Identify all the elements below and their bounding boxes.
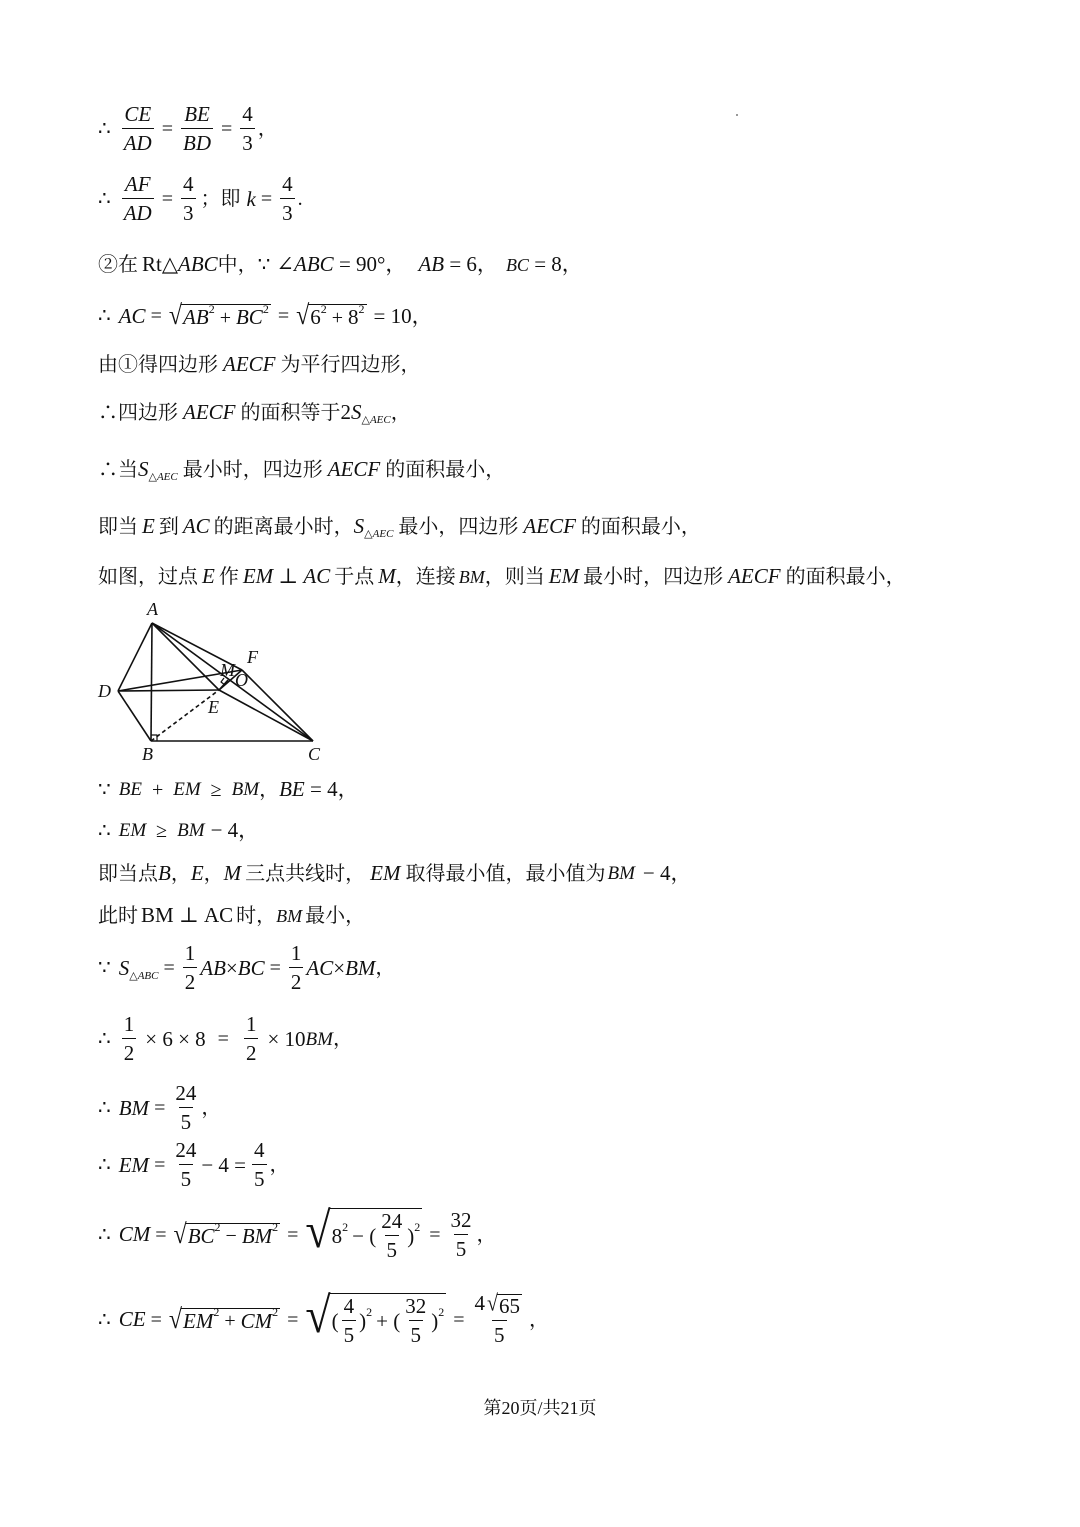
subscript: △ABC xyxy=(129,969,159,982)
equals: = xyxy=(163,957,175,979)
fraction xyxy=(122,174,154,224)
variable: M xyxy=(223,861,242,885)
text: − 4， xyxy=(210,818,260,842)
perpendicular-symbol: ⊥ xyxy=(173,903,204,927)
punctuation: ， xyxy=(259,778,280,801)
punctuation: ， xyxy=(201,1097,222,1119)
variable: BM xyxy=(141,903,174,927)
denominator: 2 xyxy=(289,967,304,993)
variable: BM xyxy=(345,955,376,980)
variable: S xyxy=(353,514,365,538)
text: 为平行四边形， xyxy=(280,353,421,376)
variable: AB xyxy=(418,252,445,276)
denominator: 5 xyxy=(492,1320,507,1346)
variable: EM xyxy=(242,564,274,588)
variable: BC xyxy=(237,955,265,980)
variable: ABC xyxy=(294,252,334,276)
variable: EM xyxy=(548,564,580,588)
denominator: 5 xyxy=(454,1234,469,1260)
coefficient: 4 xyxy=(474,1291,486,1315)
line-16 xyxy=(98,1083,221,1133)
line-1 xyxy=(98,104,278,154)
line-19 xyxy=(98,1287,550,1347)
variable: BM xyxy=(241,1223,273,1248)
equals: = xyxy=(269,957,281,979)
variable: AC xyxy=(306,955,334,980)
text: 中， xyxy=(217,253,258,276)
page-footer xyxy=(0,1394,1080,1420)
text: ) xyxy=(431,1308,439,1333)
variable: AECF xyxy=(183,400,236,424)
line-9 xyxy=(98,566,906,587)
numerator: CE xyxy=(124,102,152,126)
fraction xyxy=(289,943,304,993)
label-a: A xyxy=(147,599,158,619)
fraction xyxy=(403,1296,428,1346)
punctuation: ， xyxy=(476,1223,497,1246)
fraction xyxy=(379,1211,404,1261)
punctuation: ， xyxy=(375,957,396,979)
variable: BC xyxy=(505,254,529,275)
variable: BM xyxy=(118,1095,150,1120)
numerator: 32 xyxy=(405,1294,427,1318)
variable: EM xyxy=(183,1308,214,1333)
exponent: 2 xyxy=(414,1220,421,1234)
therefore-symbol: ∴ xyxy=(98,1154,111,1176)
variable: AB xyxy=(183,305,209,329)
label-e: E xyxy=(208,697,219,717)
line-2 xyxy=(98,174,303,224)
equals: = xyxy=(150,1308,162,1331)
text: ∴四边形 xyxy=(98,401,178,424)
text: × 10 xyxy=(267,1026,306,1051)
text: ；即 xyxy=(200,188,241,210)
square-root: √ ( $\frac{4}{5}$ ) 2 + ( $\frac{32}{5}$ ) 2 xyxy=(305,1287,445,1347)
text: = 10， xyxy=(373,303,433,328)
numerator: 32 xyxy=(450,1207,472,1232)
denominator: 2 xyxy=(244,1038,259,1064)
variable: CM xyxy=(118,1222,151,1246)
text: 的面积最小， xyxy=(785,565,906,588)
square-root: √ 6 2 + 8 2 xyxy=(296,301,365,331)
variable: AECF xyxy=(728,564,781,588)
because-symbol: ∵ xyxy=(98,957,111,979)
label-o: O xyxy=(235,670,248,690)
line-6 xyxy=(98,400,411,426)
variable: BM xyxy=(305,1028,333,1050)
number: 8 xyxy=(348,305,359,329)
times: × xyxy=(333,955,346,980)
variable: AC xyxy=(118,303,146,328)
line-14 xyxy=(98,943,395,993)
denominator: 3 xyxy=(240,128,255,154)
line-10 xyxy=(98,779,359,800)
page-number: 20 xyxy=(501,1398,520,1418)
numerator: 4 xyxy=(183,172,194,196)
equals: = xyxy=(154,1154,166,1176)
fraction xyxy=(122,1014,137,1064)
segment-em xyxy=(219,680,228,690)
variable: CM xyxy=(240,1308,273,1333)
variable: AC xyxy=(303,564,331,588)
text: 最小， xyxy=(305,904,366,927)
exponent: 2 xyxy=(213,1305,220,1319)
text: 三点共线时， xyxy=(245,862,366,885)
variable: BM xyxy=(231,779,260,800)
therefore-symbol: ∴ xyxy=(98,819,111,842)
text: = 4， xyxy=(304,777,359,801)
punctuation: ， xyxy=(529,1308,550,1331)
fraction xyxy=(122,104,154,154)
numerator: 4 xyxy=(242,102,253,126)
plus: + xyxy=(219,306,231,329)
text: = 6， xyxy=(444,252,498,276)
subscript: △AEC xyxy=(364,528,394,540)
square-root: √ 8 2 − ( $\frac{24}{5}$ ) 2 xyxy=(305,1202,421,1262)
variable: AECF xyxy=(223,352,276,376)
label-c: C xyxy=(308,744,321,764)
numerator: 1 xyxy=(123,1012,135,1036)
line-11 xyxy=(98,820,259,841)
numerator: 4 xyxy=(343,1294,355,1318)
exponent: 2 xyxy=(262,301,269,316)
text: 时， xyxy=(236,904,277,927)
fraction xyxy=(181,174,196,224)
segment-fc xyxy=(242,670,313,741)
number: 6 xyxy=(310,305,321,329)
text: ) xyxy=(359,1308,367,1333)
fraction xyxy=(173,1140,198,1190)
triangle-symbol: △ xyxy=(161,252,178,276)
square-root: √ EM 2 + CM 2 xyxy=(168,1304,279,1335)
equals: = xyxy=(217,1028,229,1050)
segment-de xyxy=(118,690,219,691)
numerator: 24 xyxy=(175,1138,197,1162)
therefore-symbol: ∴ xyxy=(98,1028,111,1050)
number: 2 xyxy=(340,400,351,424)
square-root: √ BC 2 − BM 2 xyxy=(173,1219,279,1250)
text: Rt xyxy=(142,252,162,276)
footer-text: 页 xyxy=(578,1398,597,1418)
equals: = xyxy=(161,188,174,210)
text: 的距离最小时， xyxy=(213,515,354,538)
variable: ABC xyxy=(178,252,218,276)
text: ∴当 xyxy=(98,458,138,481)
variable: AC xyxy=(203,903,234,927)
text: 最小时，四边形 xyxy=(182,458,323,481)
fraction xyxy=(183,943,198,993)
punctuation: ， xyxy=(390,401,411,424)
therefore-symbol: ∴ xyxy=(98,118,111,140)
footer-text: 页/共 xyxy=(519,1398,561,1418)
denominator: AD xyxy=(122,198,154,224)
variable: AECF xyxy=(327,457,381,481)
variable: M xyxy=(378,564,396,588)
punctuation: . xyxy=(297,188,303,210)
equals: = xyxy=(287,1223,299,1246)
variable: BM xyxy=(607,863,635,884)
text: 此时 xyxy=(98,904,138,927)
variable: AECF xyxy=(523,514,576,538)
perpendicular-symbol: ⊥ xyxy=(273,564,304,588)
text: = 90°， xyxy=(333,252,407,276)
fraction xyxy=(240,104,255,154)
variable: BM xyxy=(177,820,205,841)
therefore-symbol: ∴ xyxy=(98,305,111,327)
numerator: 1 xyxy=(184,941,196,965)
segment-ec xyxy=(219,690,313,741)
because-symbol: ∵ xyxy=(257,253,271,276)
denominator: 5 xyxy=(385,1235,400,1261)
segment-db xyxy=(118,691,151,741)
punctuation: ， xyxy=(332,1028,353,1050)
denominator: 5 xyxy=(409,1320,424,1346)
text: = 8， xyxy=(528,252,583,276)
fraction xyxy=(342,1296,357,1346)
variable: EM xyxy=(118,1152,150,1177)
line-5 xyxy=(98,354,421,375)
fraction xyxy=(280,174,295,224)
line-12 xyxy=(98,863,692,884)
denominator: 5 xyxy=(179,1107,194,1133)
therefore-symbol: ∴ xyxy=(98,188,111,210)
fraction xyxy=(181,104,213,154)
line-13 xyxy=(98,905,365,926)
segment-ab xyxy=(151,623,152,741)
numerator: AF xyxy=(124,172,151,196)
exponent: 2 xyxy=(438,1305,445,1319)
equals: = xyxy=(453,1308,465,1331)
exponent: 2 xyxy=(366,1305,373,1319)
denominator: 2 xyxy=(122,1038,137,1064)
label-m: M xyxy=(220,660,235,680)
minus: − xyxy=(225,1225,237,1247)
footer-text: 第 xyxy=(483,1398,502,1418)
denominator: 5 xyxy=(252,1164,267,1190)
label-f: F xyxy=(247,647,258,667)
exponent: 2 xyxy=(214,1220,221,1234)
plus: + xyxy=(151,778,164,801)
text: 即当点 xyxy=(98,862,158,885)
variable: CE xyxy=(118,1307,146,1331)
denominator: 5 xyxy=(179,1164,194,1190)
geometry-figure xyxy=(96,596,328,768)
text: − 4， xyxy=(642,861,692,885)
text: 最小时，四边形 xyxy=(583,565,724,588)
text: ( xyxy=(331,1308,339,1333)
fraction xyxy=(244,1014,259,1064)
variable: E xyxy=(190,861,204,885)
exponent: 2 xyxy=(272,1305,279,1319)
numerator: 1 xyxy=(245,1012,257,1036)
denominator: 5 xyxy=(342,1320,357,1346)
text: 的面积最小， xyxy=(580,515,701,538)
numerator: 1 xyxy=(290,941,302,965)
angle-symbol: ∠ xyxy=(276,252,295,276)
square-root: √ 65 xyxy=(487,1291,521,1318)
plus: + xyxy=(331,306,344,329)
variable: BC xyxy=(187,1223,215,1248)
text: 的面积最小， xyxy=(385,458,506,481)
text: 取得最小值，最小值为 xyxy=(405,862,606,885)
text: − 4 = xyxy=(201,1152,247,1177)
equals: = xyxy=(221,118,233,140)
geq: ≥ xyxy=(210,778,222,801)
text: ②在 xyxy=(98,253,138,276)
line-8 xyxy=(98,514,701,540)
variable: E xyxy=(142,514,155,538)
variable: AC xyxy=(182,514,210,538)
segment-ad xyxy=(118,623,152,691)
line-15 xyxy=(98,1014,353,1064)
stray-dot xyxy=(736,114,738,116)
variable: E xyxy=(202,564,215,588)
punctuation: ， xyxy=(203,862,224,885)
label-b: B xyxy=(142,744,153,764)
therefore-symbol: ∴ xyxy=(98,1097,111,1119)
text: 最小，四边形 xyxy=(398,515,519,538)
times: × xyxy=(225,955,238,980)
plus: + xyxy=(224,1310,236,1332)
denominator: 2 xyxy=(183,967,198,993)
line-3 xyxy=(98,254,583,275)
line-7 xyxy=(98,457,506,483)
text: ，连接 xyxy=(395,565,456,588)
punctuation: ， xyxy=(257,118,278,140)
numerator: BE xyxy=(184,102,210,126)
equals: = xyxy=(161,118,174,140)
variable: B xyxy=(158,861,171,885)
fraction xyxy=(252,1140,267,1190)
fraction xyxy=(173,1083,198,1133)
equals: = xyxy=(429,1223,441,1246)
equals: = xyxy=(277,305,290,327)
numerator: 4 xyxy=(282,172,293,196)
variable: EM xyxy=(118,820,147,841)
exponent: 2 xyxy=(208,301,215,316)
text: 即当 xyxy=(98,515,138,538)
subscript: △AEC xyxy=(361,414,391,426)
text: 由①得四边形 xyxy=(98,353,218,376)
square-root: √ AB 2 + BC 2 xyxy=(168,301,269,331)
variable: AB xyxy=(200,955,226,980)
text: 如图，过点 xyxy=(98,565,198,588)
denominator: BD xyxy=(181,128,213,154)
text: 的面积等于 xyxy=(240,401,341,424)
fraction xyxy=(473,1293,526,1346)
variable: BM xyxy=(276,905,303,926)
exponent: 2 xyxy=(272,1220,279,1234)
exponent: 2 xyxy=(320,301,327,316)
punctuation: ， xyxy=(269,1154,290,1176)
exponent: 2 xyxy=(342,1220,349,1234)
text: × 6 × 8 xyxy=(145,1026,206,1051)
radicand: 65 xyxy=(499,1294,521,1318)
text: 到 xyxy=(158,515,179,538)
therefore-symbol: ∴ xyxy=(98,1308,111,1331)
variable: BE xyxy=(118,779,142,800)
text: 于点 xyxy=(334,565,375,588)
numerator: 4 xyxy=(254,1138,265,1162)
line-18 xyxy=(98,1202,497,1262)
text: ) xyxy=(407,1223,415,1248)
denominator: AD xyxy=(122,128,154,154)
equals: = xyxy=(260,188,273,210)
text: 作 xyxy=(218,565,239,588)
equals: = xyxy=(155,1223,167,1246)
variable: BM xyxy=(458,566,485,587)
because-symbol: ∵ xyxy=(98,778,111,801)
equals: = xyxy=(287,1308,299,1331)
line-17 xyxy=(98,1140,290,1190)
subscript: △AEC xyxy=(148,471,178,483)
therefore-symbol: ∴ xyxy=(98,1223,111,1246)
line-4 xyxy=(98,301,433,331)
equals: = xyxy=(154,1097,166,1119)
fraction xyxy=(449,1207,474,1261)
numerator: 24 xyxy=(175,1081,197,1105)
variable: EM xyxy=(370,861,401,885)
variable: BE xyxy=(279,777,305,801)
variable: S xyxy=(351,400,362,424)
variable: BC xyxy=(235,305,263,329)
exponent: 2 xyxy=(358,301,365,316)
label-d: D xyxy=(98,681,111,701)
variable: EM xyxy=(173,779,201,800)
total-pages: 21 xyxy=(560,1398,579,1418)
punctuation: ， xyxy=(170,862,191,885)
text: − ( xyxy=(352,1223,377,1248)
geq: ≥ xyxy=(156,819,168,842)
number: 8 xyxy=(331,1223,343,1248)
equals: = xyxy=(150,305,162,327)
numerator xyxy=(473,1293,526,1320)
denominator: 3 xyxy=(280,198,295,224)
numerator: 24 xyxy=(381,1209,403,1233)
segment-ac xyxy=(152,623,313,741)
denominator: 3 xyxy=(181,198,196,224)
variable: S xyxy=(118,955,130,980)
text: + ( xyxy=(376,1308,401,1333)
variable: k xyxy=(246,186,256,211)
text: ，则当 xyxy=(484,565,545,588)
variable: S xyxy=(138,457,149,481)
